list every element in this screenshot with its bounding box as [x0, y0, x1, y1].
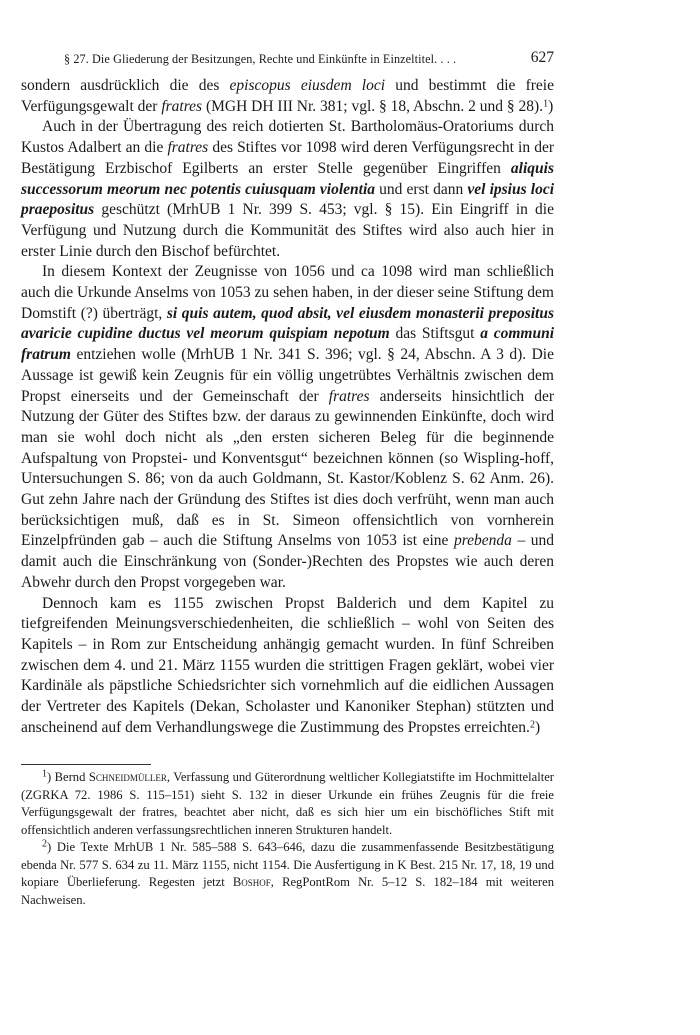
paragraph-2: Auch in der Übertragung des reich dotierten St. Bartholomäus-Oratoriums durch Kustos Adalbert an die fratres des Stiftes vor 1098 wird deren Verfügungsrecht in der Bestätigung Erzbischof Egilberts an erster Stelle gegenüber Eingriffen aliquis successorum meorum nec potentis cuiusquam violentia und erst dann vel ipsius loci praepositus geschützt (MrhUB 1 Nr. 399 S. 453; vgl. § 15). Ein Eingriff in die Verfügung und Nutzung durch die Kommunität des Stiftes wird also auch hier in erster Linie durch den Bischof befürchtet.: [21, 118, 555, 260]
main-text: [21, 76, 554, 739]
paragraph-3: In diesem Kontext der Zeugnisse von 1056 und ca 1098 wird man schließlich auch die Urkunde Anselms von 1053 zu sehen haben, in der dieser seine Stiftung dem Domstift (?) überträgt, si quis autem, quod absit, vel eiusdem monasterii prepositus avaricie cupidine ductus vel meorum quispiam nepotum das Stiftsgut a communi fratrum entziehen wolle (MrhUB 1 Nr. 341 S. 396; vgl. § 24, Abschn. A 3 d). Die Aussage ist gewiß kein Zeugnis für ein völlig ungetrübtes Verhältnis zwischen dem Propst einerseits und der Gemeinschaft der fratres anderseits hinsichtlich der Nutzung der Güter des Stiftes bzw. der daraus zu gewinnenden Einkünfte, doch wird man sie wohl doch nicht als „den ersten sicheren Beleg für die beginnende Aufspaltung von Propstei- und Konventsgut“ bezeichnen können (so Wispling-hoff, Untersuchungen S. 86; von da auch Goldmann, St. Kastor/Koblenz S. 62 Anm. 26). Gut zehn Jahre nach der Gründung des Stiftes ist dies doch verfrüht, wenn man auch berücksichtigen muß, daß es in St. Simeon offensichtlich von vornherein Einzelpfründen gab – auch die Stiftung Anselms von 1053 ist eine prebenda – und damit auch die Einschränkung von (Sonder-)Rechten des Propstes wie auch deren Abwehr durch den Propst vorgegeben war.: [21, 263, 555, 591]
footnote-ref-2[interactable]: 2: [529, 719, 535, 731]
paragraph-1: sondern ausdrücklich die des episcopus eiusdem loci und bestimmt die freie Verfügungsgewalt der fratres (MGH DH III Nr. 381; vgl. § 18, Abschn. 2 und § 28).$^1$): [21, 77, 554, 115]
footnote-ref-1[interactable]: 1: [543, 98, 549, 110]
footnote-2: $^2$) Die Texte MrhUB 1 Nr. 585–588 S. 643–646, dazu die zusammenfassende Besitzbestätigung ebenda Nr. 577 S. 634 zu 11. März 1155, nicht 1154. Die Ausfertigung in K Best. 215 Nr. 17, 18, 19 und kopiare Überlieferung. Regesten jetzt Boshof, RegPontRom Nr. 5–12 S. 182–184 mit weiteren Nachweisen.: [21, 838, 554, 907]
footnote-1: $^1$) Bernd Schneidmüller, Verfassung und Güterordnung weltlicher Kollegiatstifte im Hochmittelalter (ZGRKA 72. 1986 S. 115–151) sieht S. 132 in dieser Urkunde ein frühes Zeugnis für die freie Verfügungsgewalt der fratres, beachtet aber nicht, daß es sich hier um ein bischöfliches Stift mit offensichtlich anderen verfassungsrechtlichen inneren Strukturen handelt.: [21, 768, 554, 837]
footnotes: [21, 769, 554, 909]
paragraph-4: Dennoch kam es 1155 zwischen Propst Balderich und dem Kapitel zu tiefgreifenden Meinungsverschiedenheiten, die schließlich – wohl von Seiten des Kapitels – in Rom zur Entscheidung anhängig gemacht wurden. In fünf Schreiben zwischen dem 4. und 21. März 1155 wurden die strittigen Fragen geklärt, wobei vier Kardinäle als päpstliche Schiedsrichter sich vornehmlich auf die eidlichen Aussagen der Vertreter des Kapitels (Dekan, Scholaster und Kanoniker Stephan) stützten und anscheinend auf dem Verhandlungswege die Zustimmung des Propstes erreichten.$^2$): [21, 594, 554, 736]
running-header: § 27. Die Gliederung der Besitzungen, Rechte und Einkünfte in Einzeltitel. . . .: [64, 52, 457, 66]
footnote-divider: [21, 764, 151, 765]
page-number: 627: [530, 49, 554, 66]
